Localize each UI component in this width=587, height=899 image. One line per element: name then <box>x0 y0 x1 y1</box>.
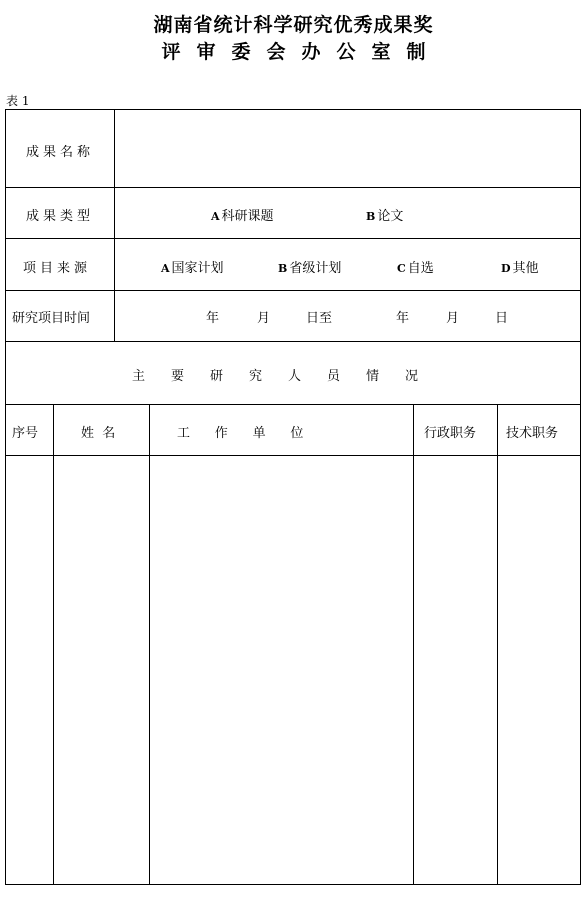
row-divider <box>5 187 581 188</box>
form-title-line2: 评审委会办公室制 <box>161 41 442 63</box>
time-year-start: 年 <box>206 311 220 326</box>
col-header-name: 姓 名 <box>81 426 116 441</box>
type-option-b[interactable]: B 论文 <box>366 209 404 224</box>
col-header-tech-title: 技术职务 <box>506 426 559 441</box>
research-time-label: 研究项目时间 <box>12 311 91 326</box>
time-year-end: 年 <box>396 311 410 326</box>
row-divider <box>5 290 581 291</box>
source-option-c[interactable]: C 自选 <box>397 261 434 276</box>
time-month-start: 月 <box>257 311 271 326</box>
personnel-section-title: 主要研究人员情况 <box>132 369 445 384</box>
achievement-type-label: 成果类型 <box>26 209 95 224</box>
col-header-admin-title: 行政职务 <box>424 426 477 441</box>
col-header-work-unit: 工 作 单 位 <box>177 426 304 441</box>
row-divider <box>5 341 581 342</box>
row-divider <box>5 238 581 239</box>
source-option-a[interactable]: A 国家计划 <box>161 261 224 276</box>
col-header-index: 序号 <box>12 426 39 441</box>
achievement-name-field[interactable] <box>115 110 580 186</box>
row-divider <box>5 404 581 405</box>
source-option-b[interactable]: B 省级计划 <box>278 261 342 276</box>
time-day-end: 日 <box>495 311 509 326</box>
time-month-end: 月 <box>446 311 460 326</box>
source-option-d[interactable]: D 其他 <box>501 261 539 276</box>
personnel-entry-area[interactable] <box>6 456 580 884</box>
form-title-line1: 湖南省统计科学研究优秀成果奖 <box>153 14 434 36</box>
type-option-a[interactable]: A 科研课题 <box>211 209 274 224</box>
achievement-name-label: 成果名称 <box>26 145 95 160</box>
table-number-label: 表 1 <box>6 94 30 108</box>
project-source-label: 项目来源 <box>23 261 92 276</box>
time-day-to: 日至 <box>306 311 333 326</box>
